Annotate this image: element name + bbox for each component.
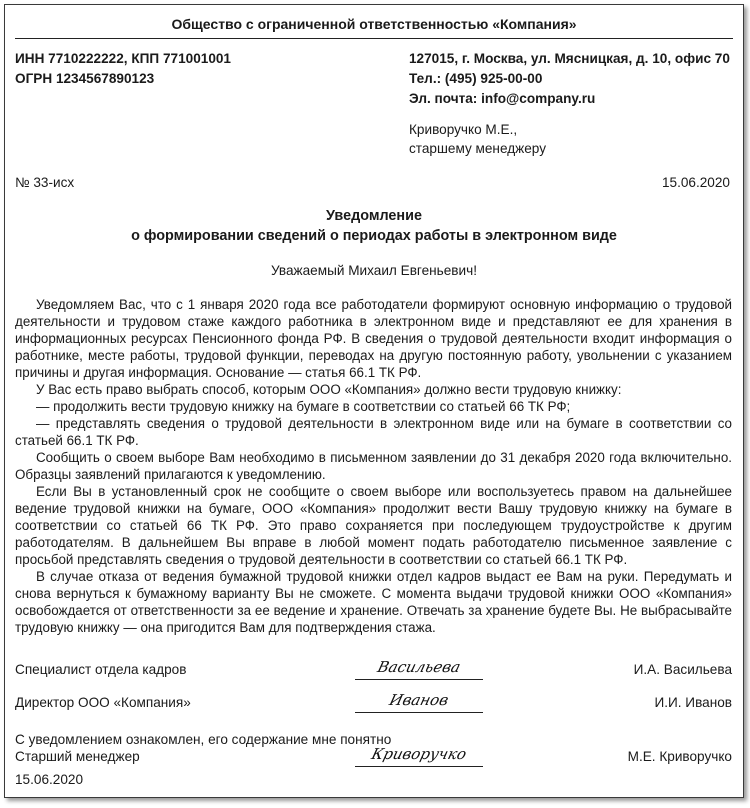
ogrn: ОГРН 1234567890123 bbox=[15, 71, 155, 86]
requisites-right bbox=[409, 49, 730, 109]
acknowledgment-text: С уведомлением ознакомлен, его содержание мне понятно bbox=[15, 732, 392, 747]
outgoing-number: № 33-исх bbox=[15, 175, 75, 190]
header-divider bbox=[15, 38, 733, 39]
signature-line bbox=[355, 766, 483, 767]
paragraph: У Вас есть право выбрать способ, которым ООО «Компания» должно вести трудовую книжку: bbox=[36, 382, 622, 397]
signature-line bbox=[355, 679, 483, 680]
paragraph: В случае отказа от ведения бумажной трудовой книжки отдел кадров выдаст ее Вам на руки. Передумать и снова вернуться к бумажному варианту Вы не сможете. С момента выдачи трудовой книжки ООО «Компания» освобождается от ответственности за ее ведение и хранение. Отвечать за хранение будете Вы. Не выбрасывайте трудовую книжку — она пригодится Вам для подтверждения стажа. bbox=[15, 569, 732, 635]
signature-line bbox=[355, 712, 483, 713]
addressee-position: старшему менеджеру bbox=[409, 141, 546, 156]
organization-name: Общество с ограниченной ответственностью «Компания» bbox=[171, 16, 577, 32]
handwritten-signature: Васильева bbox=[375, 658, 463, 676]
email: Эл. почта: info@company.ru bbox=[409, 91, 596, 106]
signer-name: М.Е. Криворучко bbox=[627, 749, 732, 764]
inn-kpp: ИНН 7710222222, КПП 771001001 bbox=[15, 51, 231, 66]
requisites-left bbox=[15, 49, 231, 89]
handwritten-signature: Криворучко bbox=[369, 745, 469, 763]
paragraph: Если Вы в установленный срок не сообщите о своем выборе или воспользуетесь правом на дальнейшее ведение трудовой книжки на бумаге, ООО «Компания» продолжит вести Вашу трудовую книжку на бумаге в соответствии со статьей 66 ТК РФ. Это право сохраняется при последующем трудоустройстве к другим работодателям. В дальнейшем Вы вправе в любой момент подать работодателю письменное заявление с просьбой представлять сведения о трудовой деятельности в соответствии со статьей 66.1 ТК РФ. bbox=[15, 484, 732, 567]
addressee-name: Криворучко М.Е., bbox=[409, 122, 518, 137]
title-line-2: о формировании сведений о периодах работы в электронном виде bbox=[131, 228, 617, 244]
signer-name: И.И. Иванов bbox=[654, 695, 732, 710]
notice-body bbox=[15, 296, 732, 636]
outgoing-date: 15.06.2020 bbox=[661, 175, 730, 190]
signer-name: И.А. Васильева bbox=[633, 662, 732, 677]
address: 127015, г. Москва, ул. Мясницкая, д. 10, офис 70 bbox=[409, 51, 730, 66]
paragraph: — представлять сведения о трудовой деятельности в электронном виде или на бумаге в соответствии со статьей 66.1 ТК РФ. bbox=[15, 416, 732, 448]
document-title bbox=[5, 206, 743, 246]
addressee bbox=[409, 120, 546, 158]
signature-row-director bbox=[15, 691, 732, 719]
signature-row-hr bbox=[15, 658, 732, 686]
paragraph: Сообщить о своем выборе Вам необходимо в письменном заявлении до 31 декабря 2020 года включительно. Образцы заявлений прилагаются к уведомлению. bbox=[15, 450, 732, 482]
phone: Тел.: (495) 925-00-00 bbox=[409, 71, 543, 86]
document-page bbox=[4, 4, 744, 798]
signer-position: Старший менеджер bbox=[15, 749, 140, 764]
signer-position: Специалист отдела кадров bbox=[15, 662, 187, 677]
greeting: Уважаемый Михаил Евгеньевич! bbox=[271, 263, 477, 278]
handwritten-signature: Иванов bbox=[387, 691, 451, 709]
acknowledgment-date: 15.06.2020 bbox=[15, 772, 84, 787]
title-line-1: Уведомление bbox=[326, 208, 422, 224]
paragraph: Уведомляем Вас, что с 1 января 2020 года все работодатели формируют основную информацию о трудовой деятельности и трудовом стаже каждого работника в электронном виде и представляют ее для хранения в информационных ресурсах Пенсионного фонда РФ. В сведения о трудовой деятельности входит информация о работнике, месте работы, трудовой функции, переводах на другую постоянную работу, увольнении с указанием причины и другая информация. Основание — статья 66.1 ТК РФ. bbox=[15, 297, 732, 380]
paragraph: — продолжить вести трудовую книжку на бумаге в соответствии со статьей 66 ТК РФ; bbox=[36, 399, 571, 414]
signature-row-employee bbox=[15, 745, 732, 773]
signer-position: Директор ООО «Компания» bbox=[15, 695, 191, 710]
